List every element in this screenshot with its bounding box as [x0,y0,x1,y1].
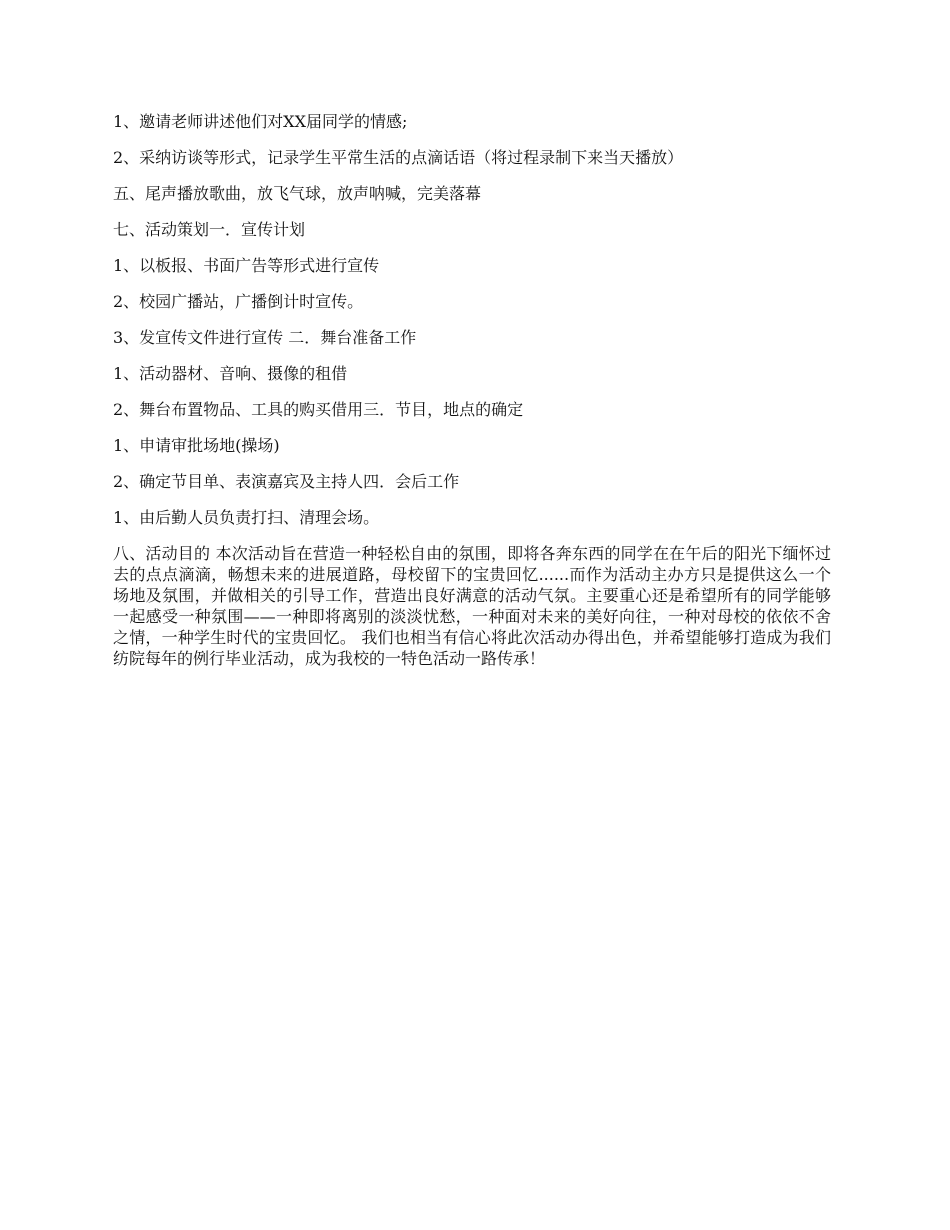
text-line-equipment: 1、活动器材、音响、摄像的租借 [113,364,348,383]
text-line-poster-ads: 1、以板报、书面广告等形式进行宣传 [113,256,380,275]
purpose-paragraph: 八、活动目的 本次活动旨在营造一种轻松自由的氛围，即将各奔东西的同学在在午后的阳光下缅怀过去的点点滴滴，畅想未来的进展道路，母校留下的宝贵回忆......而作为活动主办方只是提供这么一个场地及氛围，并做相关的引导工作，营造出良好满意的活动气氛。主要重心还是希望所有的同学能够一起感受一种氛围——一种即将离别的淡淡忧愁，一种面对未来的美好向往，一种对母校的依依不舍之情，一种学生时代的宝贵回忆。 我们也相当有信心将此次活动办得出色，并希望能够打造成为我们纺院每年的例行毕业活动，成为我校的一特色活动一路传承！ [113,544,831,668]
text-line-interviews: 2、采纳访谈等形式，记录学生平常生活的点滴话语（将过程录制下来当天播放） [113,148,684,167]
text-line-venue-approval: 1、申请审批场地(操场) [113,436,280,455]
text-line-planning-heading: 七、活动策划一．宣传计划 [113,220,306,239]
text-line-flyers-stage: 3、发宣传文件进行宣传 二．舞台准备工作 [113,328,417,347]
text-line-finale: 五、尾声播放歌曲，放飞气球，放声呐喊，完美落幕 [113,184,482,203]
text-line-radio: 2、校园广播站，广播倒计时宣传。 [113,292,364,311]
text-line-cleanup: 1、由后勤人员负责打扫、清理会场。 [113,508,380,527]
text-line-program-list: 2、确定节目单、表演嘉宾及主持人四．会后工作 [113,472,460,491]
text-line-invite-teachers: 1、邀请老师讲述他们对XX届同学的情感; [113,112,408,131]
text-line-stage-props: 2、舞台布置物品、工具的购买借用三．节目，地点的确定 [113,400,524,419]
